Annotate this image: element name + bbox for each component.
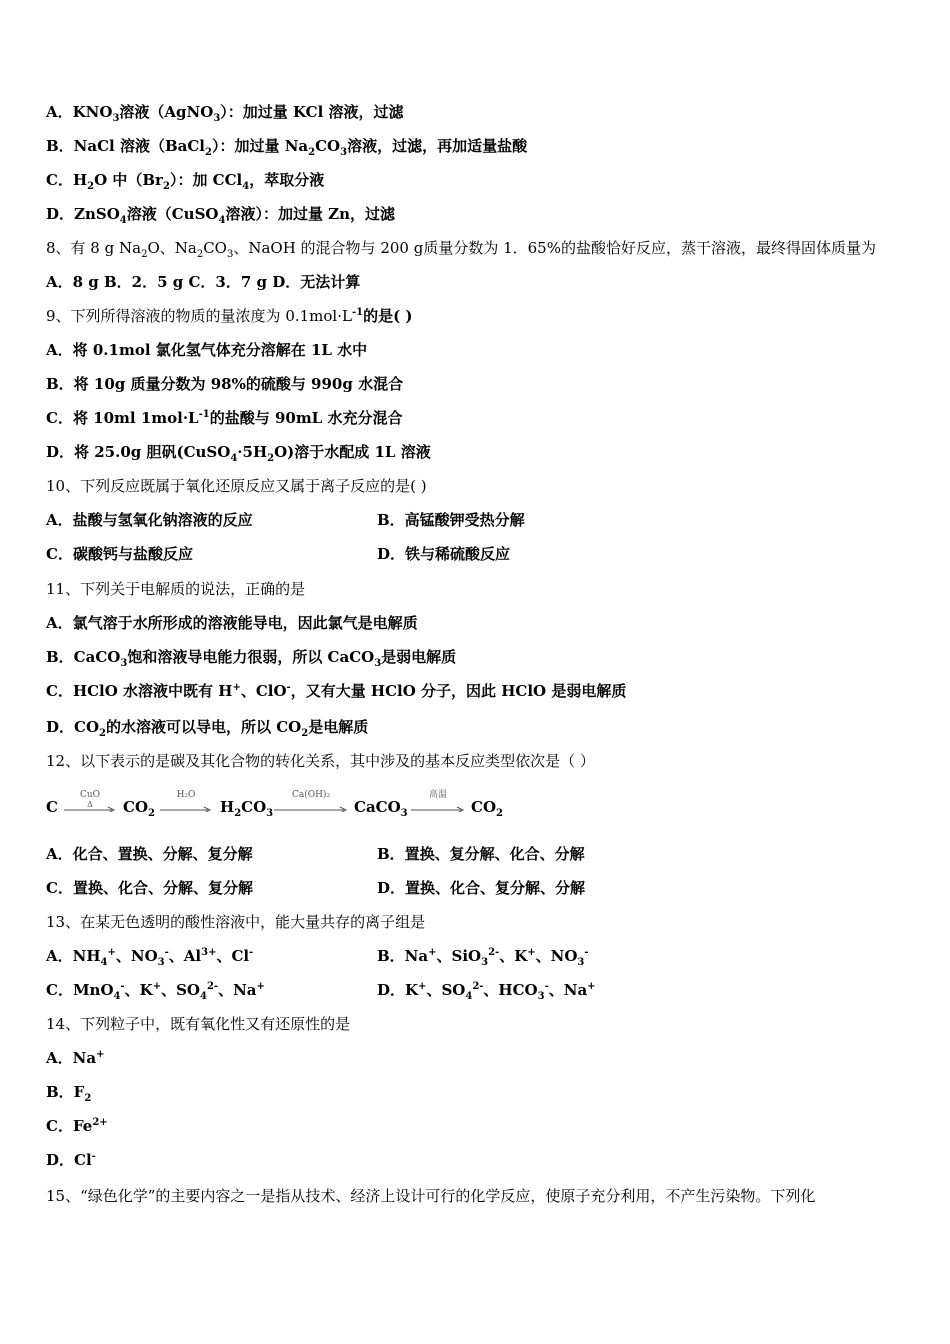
scheme-co2-a: $CO_2$ xyxy=(123,798,155,819)
q12-stem: 12、以下表示的是碳及其化合物的转化关系，其中涉及的基本反应类型依次是（ ） xyxy=(46,752,595,770)
q10-option-b: B．高锰酸钾受热分解 xyxy=(377,511,525,529)
q10-option-a: A．盐酸与氢氧化钠溶液的反应 xyxy=(46,511,253,529)
q13-option-c: C．MnO$_4$-、K+、$SO_4^{2-}$、Na+ xyxy=(46,981,265,1002)
q9-stem: 9、下列所得溶液的物质的量浓度为 $0.1mol\cdot L^{-1}$的是( ) xyxy=(46,307,413,325)
q12-option-b: B．置换、复分解、化合、分解 xyxy=(377,845,585,863)
q7-option-c: C．$H_2O$ 中$(Br_2)$：加 CCl$_4$，萃取分液 xyxy=(46,171,325,192)
q13-option-b: B．Na+、SiO$_3^{2-}$、K+、$NO_3^-$ xyxy=(377,947,589,968)
q13-stem: 13、在某无色透明的酸性溶液中，能大量共存的离子组是 xyxy=(46,913,426,931)
q14-option-d: D．Cl- xyxy=(46,1151,96,1169)
q14-stem: 14、下列粒子中，既有氧化性又有还原性的是 xyxy=(46,1015,351,1033)
q10-option-d: D．铁与稀硫酸反应 xyxy=(377,545,511,563)
q14-option-a: A．Na+ xyxy=(46,1049,105,1067)
q10-stem: 10、下列反应既属于氧化还原反应又属于离子反应的是( ) xyxy=(46,477,427,495)
q9-option-c: C．将 10ml $1mol\cdot L^{-1}$的盐酸与 90mL 水充分混合 xyxy=(46,409,403,427)
arrow-3-icon xyxy=(272,802,350,812)
arrow-h2o: H₂O xyxy=(158,790,214,820)
q7-option-b: B．NaCl 溶液（BaCl$_2$）：加过量 $Na_2CO_3$溶液，过滤，再加适量盐酸 xyxy=(46,137,528,158)
arrow-4-icon xyxy=(409,802,467,812)
q14-option-c: C．$Fe^{2+}$ xyxy=(46,1117,108,1135)
q11-option-c: C．HClO 水溶液中既有 H+、ClO-，又有大量 HClO 分子，因此 HClO 是弱电解质 xyxy=(46,682,627,700)
q11-option-d: D．$CO_2$的水溶液可以导电，所以 $CO_2$是电解质 xyxy=(46,718,369,739)
q15-stem: 15、“绿色化学”的主要内容之一是指从技术、经济上设计可行的化学反应，使原子充分利用，不产生污染物。下列化 xyxy=(46,1187,816,1205)
arrow-cuo: CuO Δ xyxy=(62,790,118,820)
arrow-caoh2: Ca(OH)₂ xyxy=(272,790,350,820)
q9-option-a: A．将 0.1mol 氯化氢气体充分溶解在 1L 水中 xyxy=(46,341,368,359)
q13-option-d: D．K+、$SO_4^{2-}$、$HCO_3^-$、Na+ xyxy=(377,981,596,1002)
q11-option-a: A．氯气溶于水所形成的溶液能导电，因此氯气是电解质 xyxy=(46,614,418,632)
q8-stem: 8、有 8 g $Na_2O$、$Na_2CO_3$、NaOH 的混合物与 200 g质量分数为 1．65%的盐酸恰好反应，蒸干溶液，最终得固体质量为 xyxy=(46,239,876,260)
q12-option-d: D．置换、化合、复分解、分解 xyxy=(377,879,586,897)
scheme-caco3: CaCO$_3$ xyxy=(354,798,408,819)
q14-option-b: B．$F_2$ xyxy=(46,1083,92,1104)
q12-option-a: A．化合、置换、分解、复分解 xyxy=(46,845,253,863)
q10-option-c: C．碳酸钙与盐酸反应 xyxy=(46,545,193,563)
arrow-high-temp: 高温 xyxy=(409,790,467,820)
q7-option-d: D．ZnSO$_4$溶液（CuSO$_4$溶液）：加过量 Zn，过滤 xyxy=(46,205,396,226)
q11-stem: 11、下列关于电解质的说法，正确的是 xyxy=(46,580,306,598)
reaction-scheme xyxy=(46,790,566,826)
q13-option-a: A．$NH_4^+$、$NO_3^-$、$Al^{3+}$、Cl- xyxy=(46,947,254,968)
q9-option-b: B．将 10g 质量分数为 98%的硫酸与 990g 水混合 xyxy=(46,375,404,393)
scheme-h2co3: $H_2CO_3$ xyxy=(220,798,274,819)
q12-option-c: C．置换、化合、分解、复分解 xyxy=(46,879,253,897)
q8-options: A．8 g B．2．5 g C．3．7 g D．无法计算 xyxy=(46,273,361,291)
q11-option-b: B．CaCO$_3$饱和溶液导电能力很弱，所以 CaCO$_3$是弱电解质 xyxy=(46,648,457,669)
arrow-1-icon xyxy=(62,802,118,812)
q9-option-d: D．将 25.0g 胆矾$(CuSO_4\cdot 5H_2O)$溶于水配成 1L 溶液 xyxy=(46,443,431,464)
q7-option-a: A．$KNO_3$溶液（AgNO$_3$）：加过量 KCl 溶液，过滤 xyxy=(46,103,404,124)
scheme-co2-b: $CO_2$ xyxy=(471,798,503,819)
scheme-c: C xyxy=(46,798,58,816)
arrow-2-icon xyxy=(158,802,214,812)
